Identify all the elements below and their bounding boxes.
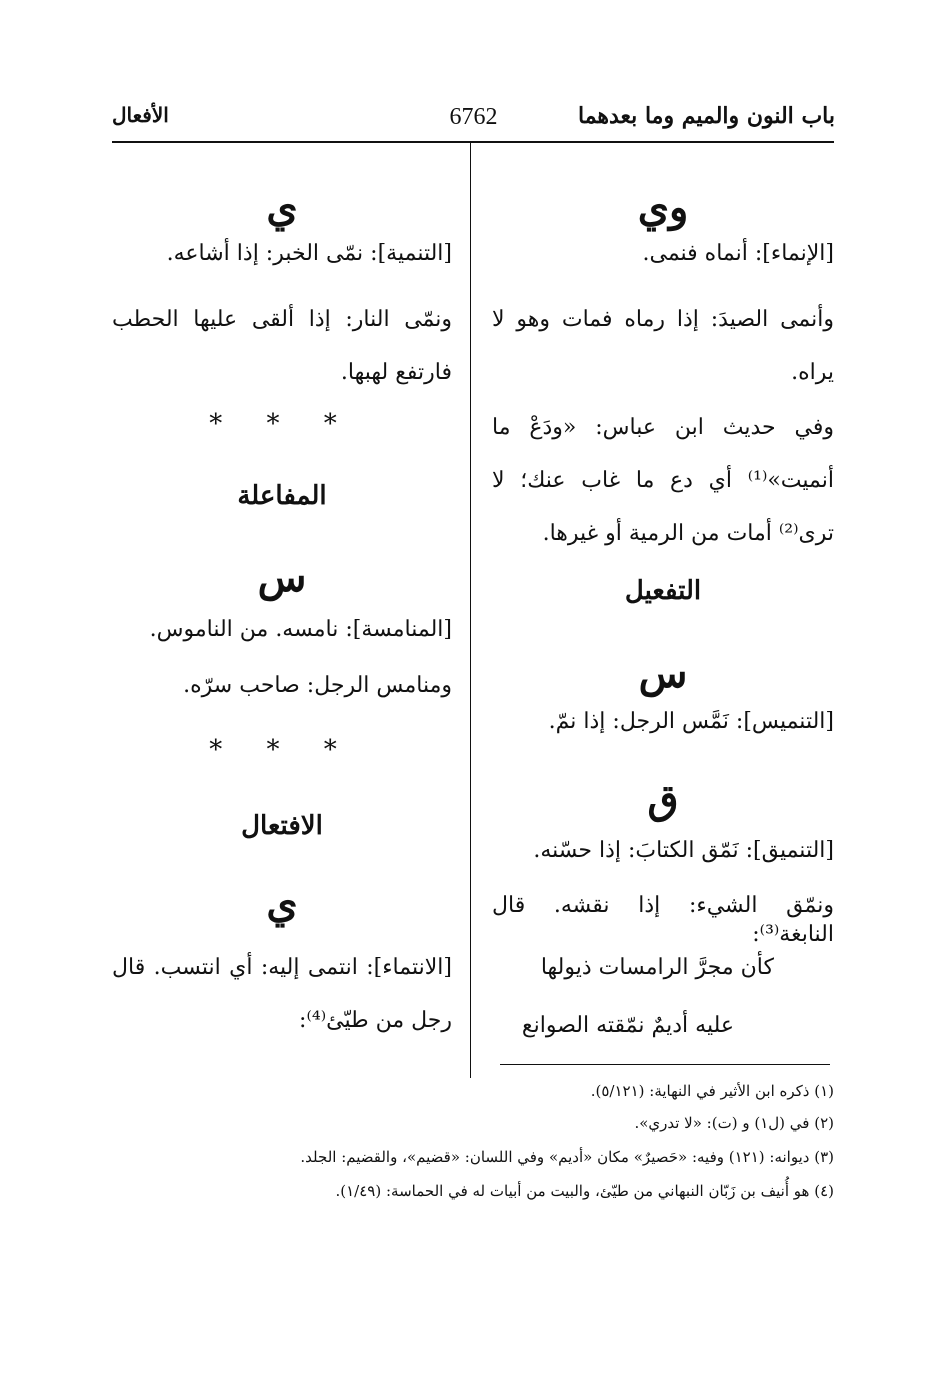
running-header-chapter: باب النون والميم وما بعدهما bbox=[577, 103, 835, 129]
entry-hadith: وفي حديث ابن عباس: «ودَعْ ما أنميت»⁽¹⁾ أي دع ما غاب عنك؛ لا ترى⁽²⁾ أمات من الرمية أو غيرها. bbox=[492, 415, 834, 546]
entry-tanmis: [التنميس]: نَمَّس الرجل: إذا نمّ. bbox=[548, 709, 834, 734]
section-title-tafil: التفعيل bbox=[624, 576, 702, 606]
root-heading-s-left: س bbox=[257, 554, 307, 601]
footnote-3: (٣) ديوانه: (١٢١) وفيه: «حَصيرٌ» مكان «أديم» وفي اللسان: «قضيم»، والقضيم: الجلد. bbox=[300, 1148, 834, 1166]
root-heading-wy: وي bbox=[637, 184, 689, 231]
page-number: 6762 bbox=[449, 104, 498, 130]
section-title-mufaala: المفاعلة bbox=[237, 481, 327, 511]
entry-inmaa-sayd: وأنمى الصيدَ: إذا رماه فمات وهو لا يراه. bbox=[492, 307, 834, 385]
root-heading-q: ق bbox=[647, 776, 679, 823]
section-separator: * * * bbox=[209, 409, 355, 439]
root-heading-y: ي bbox=[266, 184, 298, 231]
entry-munamis: ومنامس الرجل: صاحب سرّه. bbox=[183, 673, 452, 698]
entry-inmaa: [الإنماء]: أنماه فنمى. bbox=[642, 241, 834, 266]
verse-line-1: كأن مجرَّ الرامسات ذيولها bbox=[540, 955, 774, 980]
header-rule bbox=[112, 141, 834, 143]
section-title-iftial: الافتعال bbox=[241, 811, 323, 841]
entry-tanmiya: [التنمية]: نمّى الخبر: إذا أشاعه. bbox=[166, 241, 452, 266]
running-header-section: الأفعال bbox=[112, 103, 169, 127]
footnote-1: (١) ذكره ابن الأثير في النهاية: (٥/١٢١). bbox=[590, 1082, 834, 1100]
footnote-4: (٤) هو أُنيف بن زَبّان النبهاني من طيّئ، والبيت من أبيات له في الحماسة: (١/٤٩). bbox=[335, 1182, 834, 1200]
root-heading-y-2: ي bbox=[266, 880, 298, 927]
entry-tanmiq: [التنميق]: نَمّق الكتابَ: إذا حسّنه. bbox=[533, 838, 834, 863]
verse-line-2: عليه أديمٌ نمّقته الصوانع bbox=[521, 1013, 734, 1038]
entry-namma-nar: ونمّى النار: إذا ألقى عليها الحطب فارتفع لهبها. bbox=[112, 307, 452, 385]
root-heading-s: س bbox=[638, 650, 688, 697]
column-divider bbox=[470, 143, 471, 1078]
entry-namaq: ونمّق الشيء: إذا نقشه. قال النابغة⁽³⁾: bbox=[492, 893, 834, 947]
entry-munamasa: [المنامسة]: نامسه. من الناموس. bbox=[149, 617, 452, 642]
footnote-rule bbox=[500, 1064, 830, 1065]
footnote-2: (٢) في (ل١) و (ت): «لا تدري». bbox=[634, 1114, 834, 1132]
section-separator-2: * * * bbox=[209, 735, 355, 765]
entry-intimaa: [الانتماء]: انتمى إليه: أي انتسب. قال رجل من طيّئ⁽⁴⁾: bbox=[112, 955, 452, 1033]
